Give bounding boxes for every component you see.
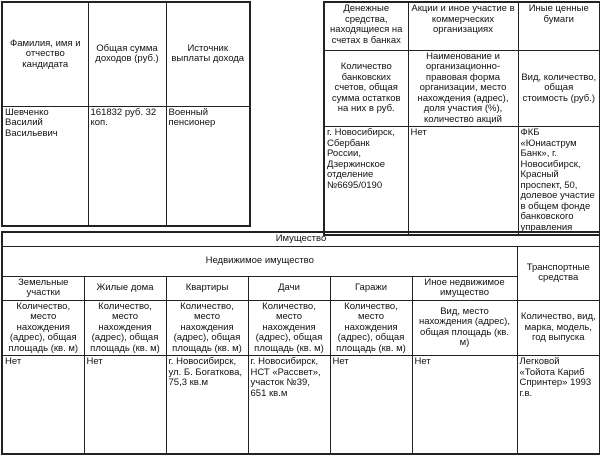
cell-cash: г. Новосибирск, Сбербанк России, Дзержинское отделение №6695/0190 [324,127,408,236]
cell-vehicles: Легковой «Тойота Кариб Спринтер» 1993 г.в. [517,356,600,455]
sub-flats: Количество, место нахождения (адрес), общая площадь (кв. м) [166,300,248,356]
cell-flats: г. Новосибирск, ул. Б. Богаткова, 75,3 кв.м [166,356,248,455]
col-garages: Гаражи [330,276,412,300]
header-income: Общая сумма доходов (руб.) [88,2,166,106]
property-table [1,231,600,455]
sub-garages: Количество, место нахождения (адрес), общая площадь (кв. м) [330,300,412,356]
sub-vehicles: Количество, вид, марка, модель, год выпуска [517,300,600,356]
cell-name: Шевченко Василий Васильевич [2,106,88,226]
cell-land: Нет [2,356,84,455]
cell-source: Военный пенсионер [166,106,250,226]
sub-land: Количество, место нахождения (адрес), общая площадь (кв. м) [2,300,84,356]
subheader-securities: Вид, количество, общая стоимость (руб.) [518,50,600,127]
subheader-cash: Количество банковских счетов, общая сумма остатков на них в руб. [324,50,408,127]
header-securities: Иные ценные бумаги [518,2,600,50]
sub-houses: Количество, место нахождения (адрес), общая площадь (кв. м) [84,300,166,356]
vehicles-header: Транспортные средства [517,246,600,300]
header-shares: Акции и иное участие в коммерческих организациях [408,2,518,50]
header-source: Источник выплаты дохода [166,2,250,106]
cell-income: 161832 руб. 32 коп. [88,106,166,226]
property-title: Имущество [2,232,600,246]
col-houses: Жилые дома [84,276,166,300]
col-other: Иное недвижимое имущество [412,276,517,300]
cell-houses: Нет [84,356,166,455]
cell-garages: Нет [330,356,412,455]
col-dachas: Дачи [248,276,330,300]
income-table [1,1,251,227]
cell-shares: Нет [408,127,518,236]
col-flats: Квартиры [166,276,248,300]
subheader-shares: Наименование и организационно-правовая форма организации, место нахождения (адрес), доля участия (%), количество акций [408,50,518,127]
assets-table [323,1,600,236]
cell-other: Нет [412,356,517,455]
real-estate-header: Недвижимое имущество [2,246,517,276]
sub-other: Вид, место нахождения (адрес), общая площадь (кв. м) [412,300,517,356]
sub-dachas: Количество, место нахождения (адрес), общая площадь (кв. м) [248,300,330,356]
col-land: Земельные участки [2,276,84,300]
cell-dachas: г. Новосибирск, НСТ «Рассвет», участок №39, 651 кв.м [248,356,330,455]
header-name: Фамилия, имя и отчество кандидата [2,2,88,106]
header-cash: Денежные средства, находящиеся на счетах в банках [324,2,408,50]
cell-securities: ФКБ «Юниаструм Банк», г. Новосибирск, Красный проспект, 50, долевое участие в общем фонде банковского управления [518,127,600,236]
